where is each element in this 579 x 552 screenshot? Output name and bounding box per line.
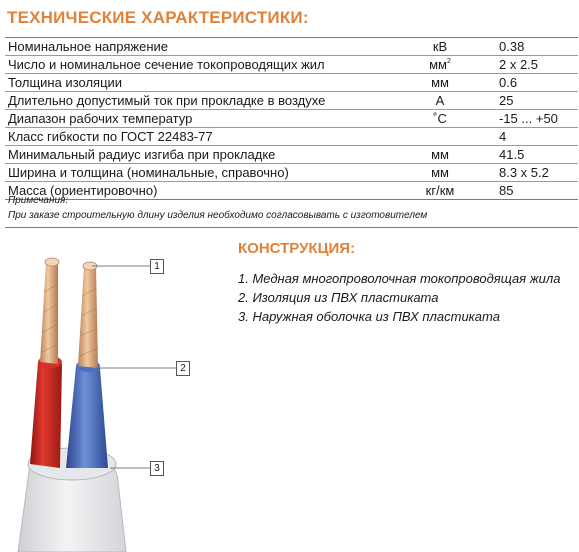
spec-name: Число и номинальное сечение токопроводящих жил — [8, 57, 325, 72]
spec-value: 0.38 — [499, 39, 525, 54]
spec-row — [5, 74, 578, 92]
spec-value: 4 — [499, 129, 507, 144]
spec-unit: мм — [431, 165, 449, 180]
spec-unit: $мм^2$ — [429, 57, 451, 72]
spec-value: 25 — [499, 93, 514, 108]
spec-unit: ˚С — [433, 111, 447, 126]
spec-value: 2 x 2.5 — [499, 57, 539, 72]
spec-row — [5, 182, 578, 200]
section-title-specs: ТЕХНИЧЕСКИЕ ХАРАКТЕРИСТИКИ: — [7, 8, 309, 27]
cable-illustration — [0, 232, 230, 552]
spec-table — [5, 37, 578, 200]
notes-label: Примечания: — [8, 195, 69, 206]
spec-name: Диапазон рабочих температур — [8, 111, 193, 126]
callout-marker-3: 3 — [150, 461, 164, 476]
spec-row — [5, 164, 578, 182]
spec-value: 0.6 — [499, 75, 518, 90]
list-item: 3. Наружная оболочка из ПВХ пластиката — [238, 309, 500, 324]
spec-unit: кВ — [432, 39, 448, 54]
spec-row — [5, 146, 578, 164]
spec-unit: А — [435, 93, 445, 108]
spec-row — [5, 110, 578, 128]
spec-value: 41.5 — [499, 147, 525, 162]
spec-unit: кг/км — [425, 183, 455, 198]
spec-name: Масса (ориентировочно) — [8, 183, 158, 198]
spec-unit: мм — [431, 147, 449, 162]
divider — [5, 227, 578, 228]
spec-value: 85 — [499, 183, 514, 198]
notes-text: При заказе строительную длину изделия необходимо согласовывать с изготовителем — [8, 210, 428, 221]
callout-marker-2: 2 — [176, 361, 190, 376]
section-title-construction: КОНСТРУКЦИЯ: — [238, 240, 356, 257]
spec-row — [5, 56, 578, 74]
spec-unit: мм — [431, 75, 449, 90]
spec-name: Длительно допустимый ток при прокладке в воздухе — [8, 93, 326, 108]
spec-row — [5, 92, 578, 110]
spec-value: 8.3 x 5.2 — [499, 165, 549, 180]
list-item: 2. Изоляция из ПВХ пластиката — [238, 290, 439, 305]
spec-value: -15 ... +50 — [499, 111, 558, 126]
spec-row — [5, 128, 578, 146]
spec-name: Минимальный радиус изгиба при прокладке — [8, 147, 276, 162]
callout-marker-1: 1 — [150, 259, 164, 274]
construction-list — [238, 269, 560, 326]
spec-name: Ширина и толщина (номинальные, справочно) — [8, 165, 289, 180]
list-item: 1. Медная многопроволочная токопроводящая жила — [238, 271, 561, 286]
spec-name: Номинальное напряжение — [8, 39, 169, 54]
spec-row — [5, 37, 578, 56]
spec-name: Толщина изоляции — [8, 75, 123, 90]
spec-name: Класс гибкости по ГОСТ 22483-77 — [8, 129, 213, 144]
